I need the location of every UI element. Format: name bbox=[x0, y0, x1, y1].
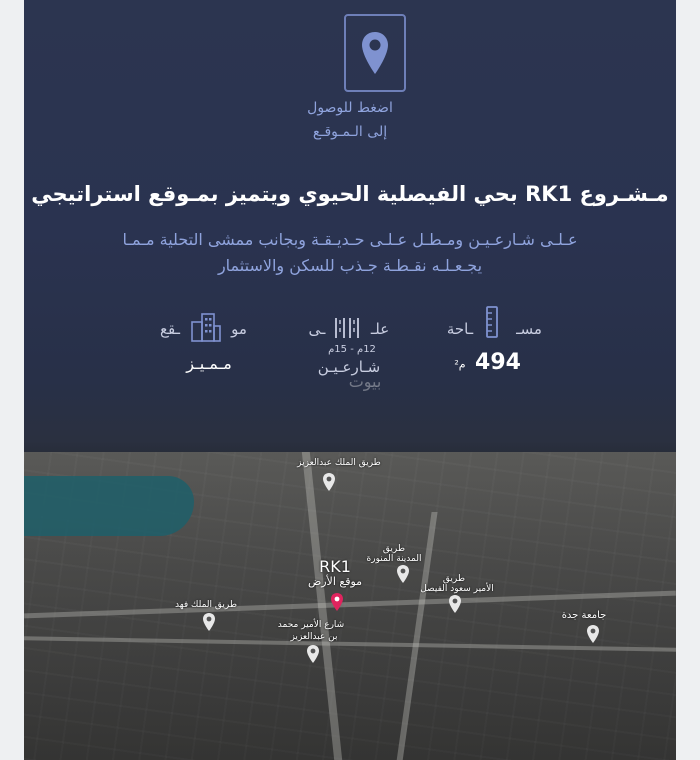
stat-location-value: مـمـيـز bbox=[186, 354, 232, 373]
map-pin-icon[interactable] bbox=[396, 564, 410, 584]
map-label-fahd: طريق الملك فهد bbox=[174, 600, 238, 610]
map-label-saud-2: الأمير سعود الفيصل bbox=[420, 584, 494, 594]
ruler-icon bbox=[482, 306, 502, 338]
stat-location-label-left: مو bbox=[231, 320, 247, 338]
map-label-saud-1: طريق bbox=[442, 574, 466, 584]
map-pin-icon[interactable] bbox=[448, 594, 462, 614]
road-icon bbox=[330, 316, 364, 340]
map-label-rk1: RK1 bbox=[319, 557, 351, 576]
map-label-king-abdulaziz: طريق الملك عبدالعزيز bbox=[297, 458, 381, 468]
land-pin-icon[interactable] bbox=[330, 592, 344, 612]
map-label-prince-2: بن عبدالعزيز bbox=[290, 632, 338, 642]
stat-location-label-right: ـقع bbox=[160, 320, 180, 338]
aerial-map bbox=[24, 452, 676, 760]
cta-line2[interactable]: إلى الـمـوقـع bbox=[312, 124, 388, 140]
sea-area bbox=[24, 476, 194, 536]
location-button[interactable] bbox=[344, 14, 406, 92]
building-icon bbox=[190, 312, 222, 342]
stat-area-label-left: مسـ bbox=[516, 320, 542, 338]
ad-panel bbox=[24, 0, 676, 760]
map-label-land: موقع الأرض bbox=[307, 575, 363, 588]
stat-streets-label-left: علـ bbox=[370, 320, 390, 338]
stat-streets-value: شـارعـيـن bbox=[317, 358, 381, 376]
map-pin-icon[interactable] bbox=[202, 612, 216, 632]
map-label-madinah-1: طريق bbox=[382, 544, 406, 554]
stat-area-unit: م² bbox=[454, 358, 466, 371]
cta-line1[interactable]: اضغط للوصول bbox=[307, 100, 393, 116]
subline-1: عـلـى شـارعـيـن ومـطـل عـلـى حـديـقـة وبجانب ممشى التحلية مـمـا bbox=[122, 230, 578, 249]
stat-streets-label-right: ـى bbox=[308, 320, 326, 338]
headline: مـشـروع RK1 بحي الفيصلية الحيوي ويتميز بمـوقع استراتيجي bbox=[31, 182, 669, 206]
map-label-madinah-2: المدينة المنورة bbox=[366, 554, 422, 564]
map-pin-icon[interactable] bbox=[306, 644, 320, 664]
map-label-prince-1: شارع الأمير محمد bbox=[277, 620, 345, 630]
map-pin-icon[interactable] bbox=[322, 472, 336, 492]
map-pin-icon[interactable] bbox=[586, 624, 600, 644]
map-pin-icon bbox=[360, 30, 390, 76]
stat-area-label-right: ـاحة bbox=[446, 320, 474, 338]
watermark: بيوت bbox=[348, 372, 382, 391]
subline-2: يجـعـلـه نقـطـة جـذب للسكن والاستثمار bbox=[217, 256, 483, 275]
stat-area-value: 494 bbox=[475, 350, 521, 375]
stat-streets-sub: 12م - 15م bbox=[328, 344, 376, 355]
map-label-jeddah-univ: جامعة جدة bbox=[561, 610, 607, 621]
